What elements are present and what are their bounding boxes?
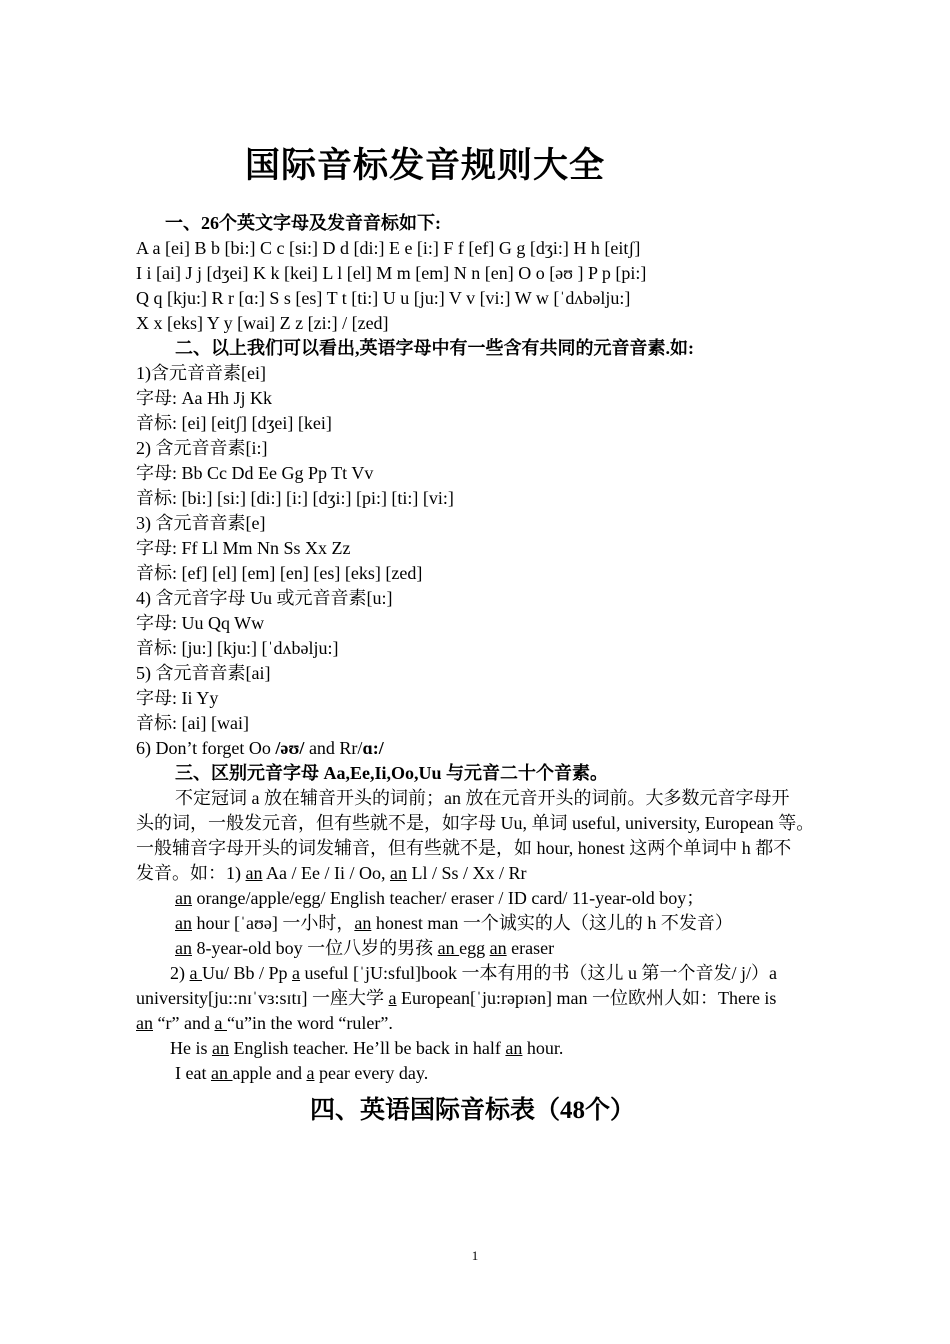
phonetics-line: 音标: [bi:] [si:] [di:] [i:] [dʒi:] [pi:] [ti:] [vi:] (136, 488, 454, 508)
article-an: an (505, 1038, 523, 1058)
example-line (136, 986, 776, 1011)
phonetics-line: 音标: [ef] [el] [em] [en] [es] [eks] [zed] (136, 563, 423, 583)
article-a: a (292, 963, 301, 983)
vowel-group-title: 5) 含元音音素[ai] (136, 663, 271, 683)
alphabet-row: A a [ei] B b [bi:] C c [si:] D d [di:] E e [i:] F f [ef] G g [dʒi:] H h [eitʃ] (136, 238, 641, 258)
letters-line: 字母: Ff Ll Mm Nn Ss Xx Zz (136, 538, 351, 558)
example-line (175, 1061, 428, 1086)
rr-ipa: ɑ:/ (362, 738, 384, 758)
article-an: an (136, 1013, 153, 1033)
example-text: orange/apple/egg/ English teacher/ eraser / ID card/ 11-year-old boy； (192, 888, 705, 908)
phonetics-line: 音标: [ai] [wai] (136, 713, 249, 733)
example-text: pear every day. (314, 1063, 429, 1083)
letters-line: 字母: Uu Qq Ww (136, 613, 265, 633)
example-text: honest man 一个诚实的人（这儿的 h 不发音） (371, 913, 733, 933)
letters-line: 字母: Bb Cc Dd Ee Gg Pp Tt Vv (136, 463, 374, 483)
section3-heading: 三、区别元音字母 Aa,Ee,Ii,Oo,Uu 与元音二十个音素。 (175, 763, 609, 783)
article-an: an (212, 1038, 229, 1058)
paragraph-line: 不定冠词 a 放在辅音开头的词前；an 放在元音开头的词前。大多数元音字母开 (175, 788, 790, 808)
example-text: 2) (170, 963, 190, 983)
example-line (175, 936, 554, 961)
oo-ipa: /əʊ/ (275, 738, 305, 758)
alphabet-row: X x [eks] Y y [wai] Z z [zi:] / [zed] (136, 313, 389, 333)
article-an: an (175, 938, 192, 958)
article-an: an (210, 1063, 233, 1083)
alphabet-row: I i [ai] J j [dʒei] K k [kei] L l [el] M m [em] N n [en] O o [əʊ ] P p [pi:] (136, 263, 647, 283)
example-line (170, 1036, 563, 1061)
paragraph-line: 一般辅音字母开头的词发辅音，但有些就不是，如 hour, honest 这两个单词中 h 都不 (136, 838, 792, 858)
article-a: a (189, 963, 202, 983)
vowel-group-title: 2) 含元音音素[i:] (136, 438, 268, 458)
vowel-group-title: 3) 含元音音素[e] (136, 513, 266, 533)
example-line (175, 911, 733, 936)
example-text: hour. (522, 1038, 564, 1058)
article-an: an (175, 913, 192, 933)
example-text: 8-year-old boy 一位八岁的男孩 (192, 938, 438, 958)
article-an: an (489, 938, 507, 958)
section1-heading: 一、26个英文字母及发音音标如下: (165, 213, 441, 233)
vowel-group-title: 4) 含元音字母 Uu 或元音音素[u:] (136, 588, 393, 608)
example-text: Aa / Ee / Ii / Oo, (262, 863, 390, 883)
example-text: 发音。如：1) (136, 863, 246, 883)
example-text: He is (170, 1038, 212, 1058)
phonetics-line: 音标: [ju:] [kju:] [ˈdʌbəlju:] (136, 638, 339, 658)
oo-text: 6) Don’t forget Oo (136, 738, 276, 758)
example-text: hour [ˈaʊə] 一小时， (192, 913, 355, 933)
example-line (136, 861, 527, 886)
example-line (136, 1011, 393, 1036)
paragraph-line: 头的词，一般发元音，但有些就不是，如字母 Uu, 单词 useful, university, European 等。 (136, 813, 815, 833)
example-text: I eat (175, 1063, 211, 1083)
example-text: egg (459, 938, 490, 958)
page-number: 1 (471, 1248, 479, 1263)
article-an: an (245, 863, 263, 883)
example-text: apple and (232, 1063, 307, 1083)
example-text: Ll / Ss / Xx / Rr (406, 863, 527, 883)
article-an: an (437, 938, 460, 958)
letters-line: 字母: Aa Hh Jj Kk (136, 388, 272, 408)
example-text: eraser (506, 938, 555, 958)
article-an: an (389, 863, 407, 883)
example-text: “u”in the word “ruler”. (226, 1013, 393, 1033)
section4-heading: 四、英语国际音标表（48个） (309, 1097, 635, 1124)
letters-line: 字母: Ii Yy (136, 688, 219, 708)
oo-rr-line (136, 736, 384, 761)
example-text: university[ju::nɪˈvɜ:sɪtɪ] 一座大学 (136, 988, 389, 1008)
article-a: a (214, 1013, 227, 1033)
example-text: European[ˈju:rəpɪən] man 一位欧州人如：There is (396, 988, 777, 1008)
vowel-group-title: 1)含元音音素[ei] (136, 363, 266, 383)
article-an: an (354, 913, 372, 933)
example-text: “r” and (153, 1013, 215, 1033)
example-line (175, 886, 704, 911)
alphabet-row: Q q [kju:] R r [ɑ:] S s [es] T t [ti:] U u [ju:] V v [vi:] W w [ˈdʌbəlju:] (136, 288, 631, 308)
article-a: a (388, 988, 397, 1008)
example-text: English teacher. He’ll be back in half (229, 1038, 506, 1058)
page-title: 国际音标发音规则大全 (244, 146, 605, 185)
example-line (170, 961, 777, 986)
phonetics-line: 音标: [ei] [eitʃ] [dʒei] [kei] (136, 413, 332, 433)
rr-text: and Rr/ (304, 738, 363, 758)
article-a: a (306, 1063, 315, 1083)
example-text: Uu/ Bb / Pp (202, 963, 293, 983)
example-text: useful [ˈjU:sful]book 一本有用的书（这儿 u 第一个音发/ j/）a (300, 963, 777, 983)
article-an: an (175, 888, 192, 908)
section2-heading: 二、以上我们可以看出,英语字母中有一些含有共同的元音音素.如: (175, 338, 694, 358)
